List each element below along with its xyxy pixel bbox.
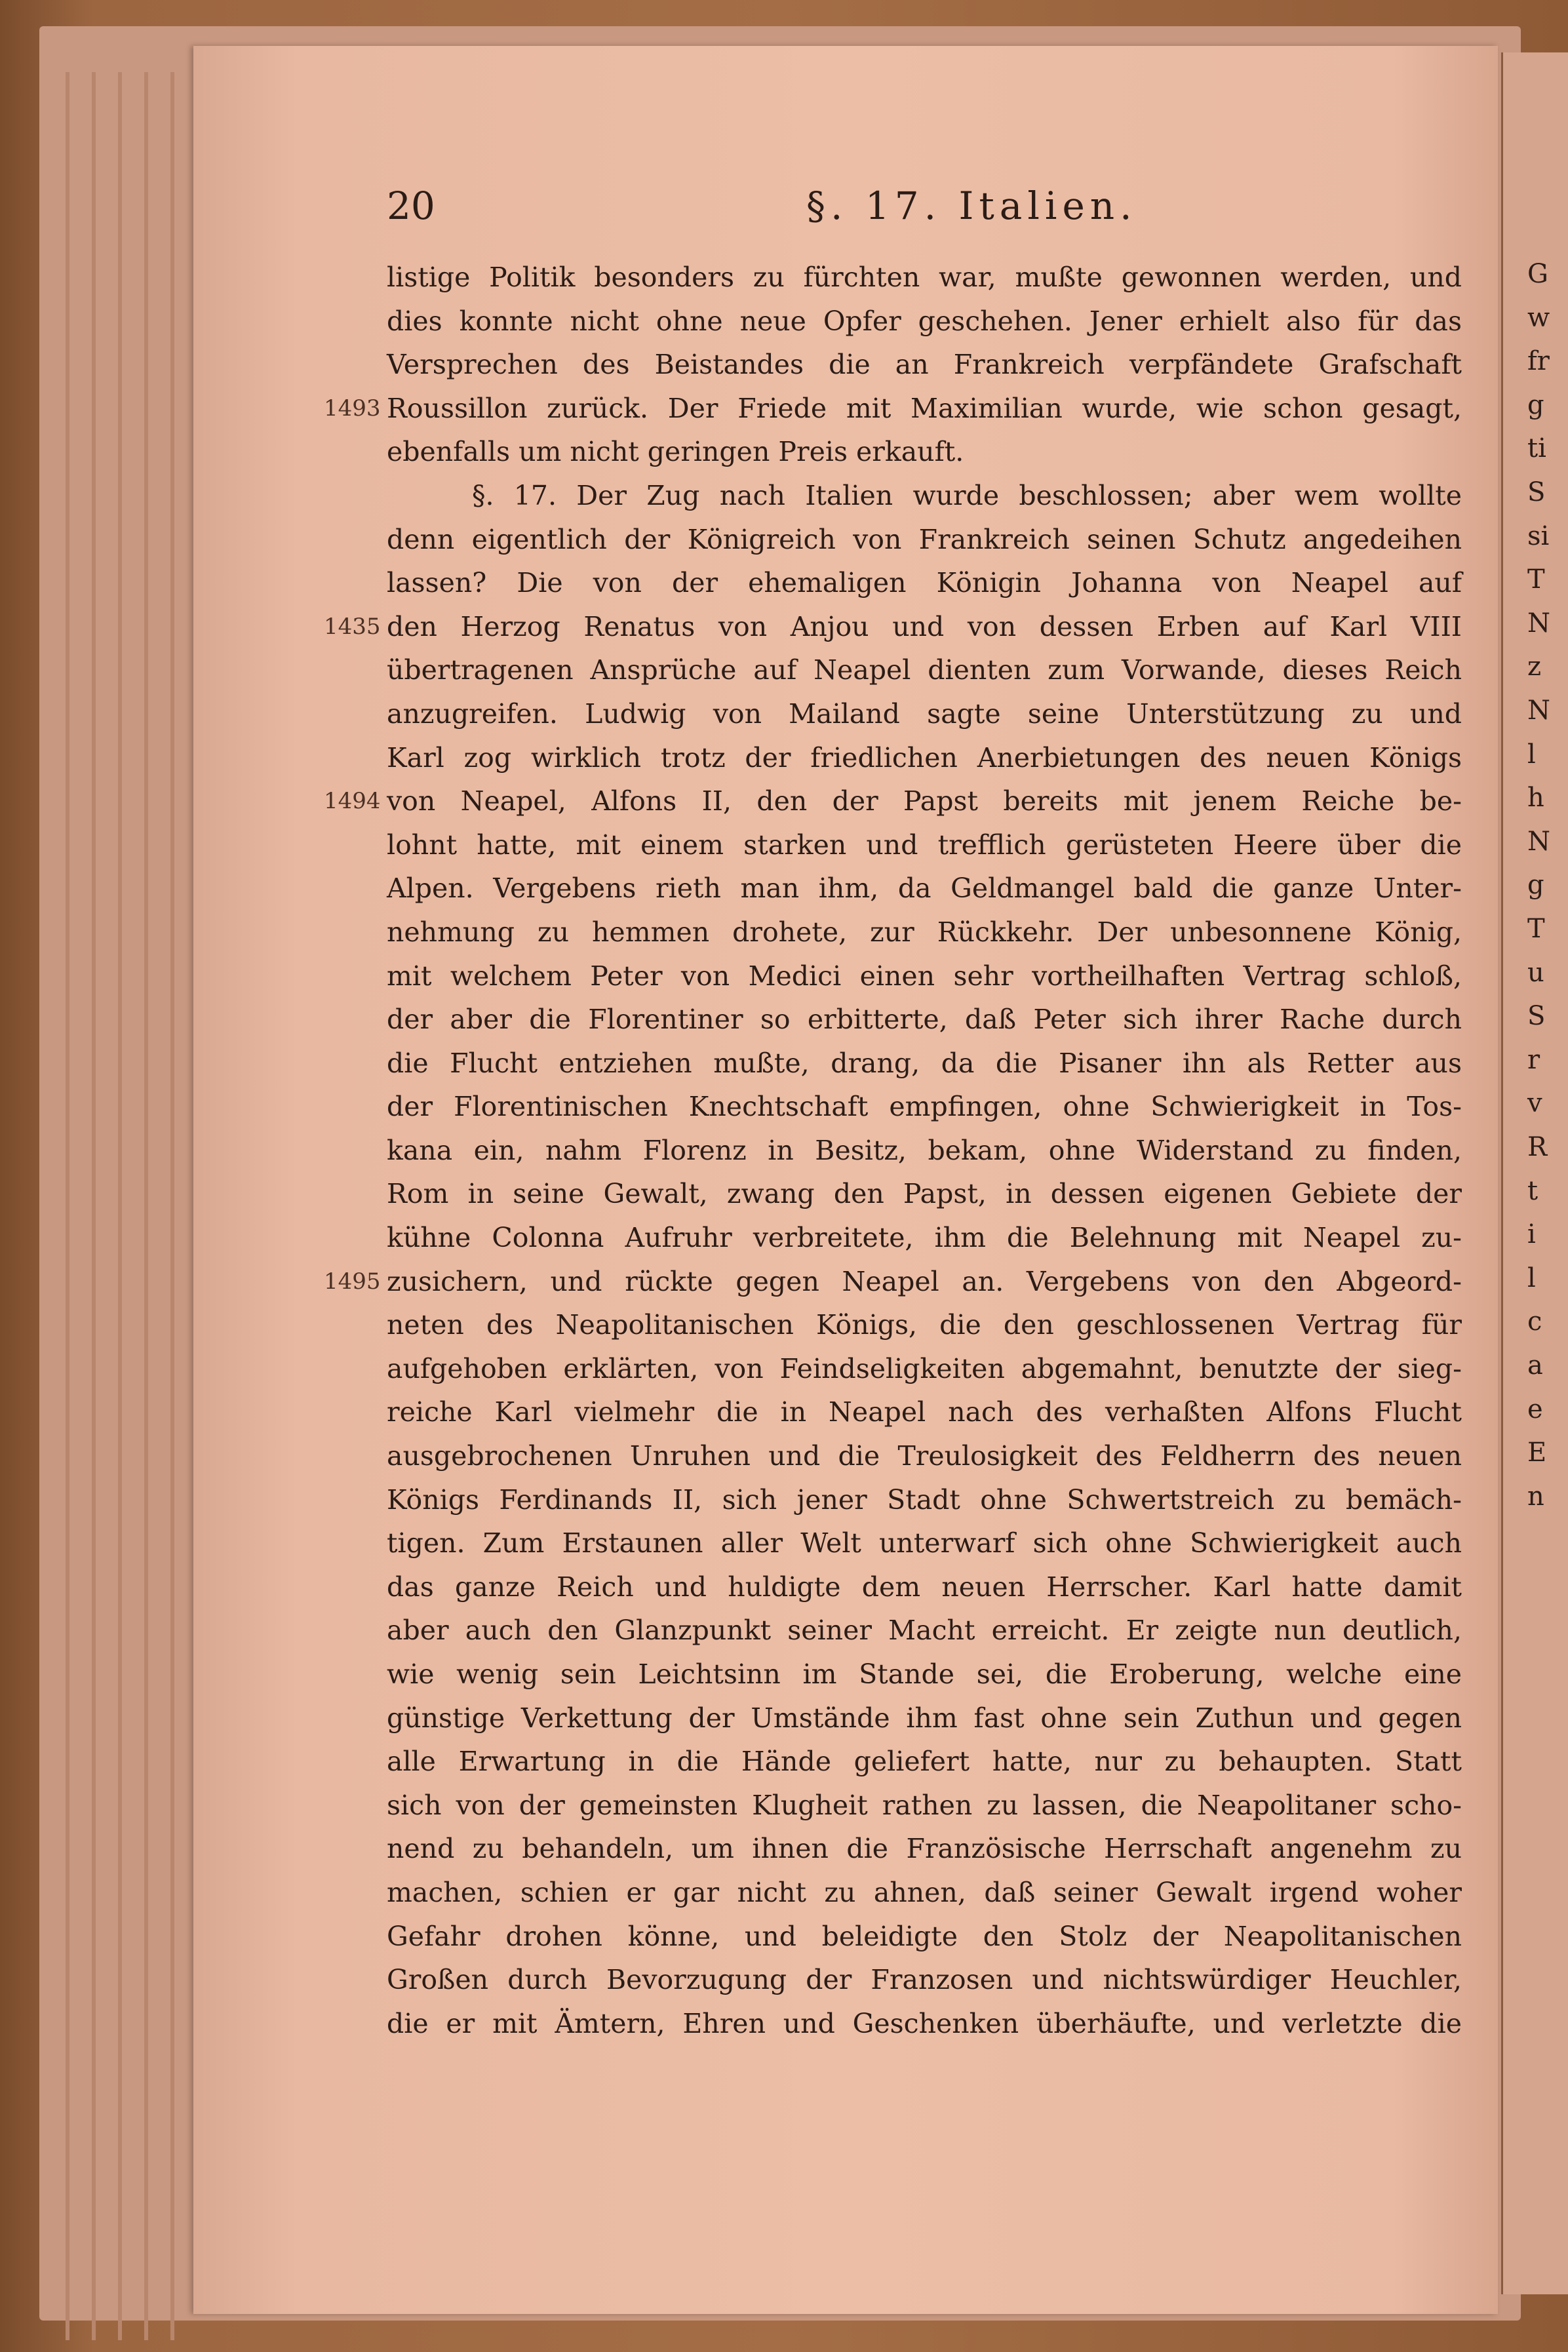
text-line	[387, 561, 1462, 605]
text-line-content: mit welchem Peter von Medici einen sehr vortheilhaften Vertrag schloß,	[387, 960, 1462, 992]
text-line-content: §. 17. Der Zug nach Italien wurde beschlossen; aber wem wollte	[472, 479, 1462, 511]
text-line	[387, 1521, 1462, 1565]
page-edge	[144, 72, 148, 2340]
facing-page-fragment: S	[1527, 1001, 1546, 1032]
facing-page-fragment: T	[1527, 564, 1545, 595]
text-line	[387, 1347, 1462, 1391]
text-line-content: reiche Karl vielmehr die in Neapel nach des verhaßten Alfons Flucht	[387, 1396, 1462, 1428]
text-line	[387, 430, 1462, 474]
margin-year: 1494	[324, 788, 381, 815]
text-line	[387, 1609, 1462, 1653]
facing-page-fragment: N	[1527, 608, 1550, 638]
text-line-content: Versprechen des Beistandes die an Frankreich verpfändete Grafschaft	[387, 349, 1462, 381]
page-edge	[170, 72, 174, 2340]
text-line-content: listige Politik besonders zu fürchten war, mußte gewonnen werden, und	[387, 262, 1462, 293]
text-line	[387, 1390, 1462, 1434]
facing-page-fragment: S	[1527, 477, 1546, 507]
text-line	[387, 518, 1462, 562]
text-line-content: günstige Verkettung der Umstände ihm fast ohne sein Zuthun und gegen	[387, 1702, 1462, 1734]
text-line	[387, 648, 1462, 692]
text-line	[387, 736, 1462, 780]
text-line-content: ebenfalls um nicht geringen Preis erkauft.	[387, 436, 964, 468]
text-line	[387, 1434, 1462, 1478]
facing-page-fragment: z	[1527, 652, 1542, 682]
text-line-content: Königs Ferdinands II, sich jener Stadt ohne Schwertstreich zu bemäch-	[387, 1483, 1462, 1516]
text-line	[387, 1172, 1462, 1216]
facing-page	[1501, 52, 1568, 2294]
facing-page-fragment: g	[1527, 870, 1544, 901]
text-line	[324, 779, 1462, 823]
margin-year: 1435	[324, 613, 381, 640]
text-line-content: Großen durch Bevorzugung der Franzosen und nichtswürdiger Heuchler,	[387, 1964, 1462, 1996]
text-line-content: ausgebrochenen Unruhen und die Treulosigkeit des Feldherrn des neuen	[387, 1440, 1462, 1472]
body-text	[324, 256, 1462, 2045]
text-line	[387, 998, 1462, 1042]
text-line	[387, 256, 1462, 300]
text-line-content: sich von der gemeinsten Klugheit rathen zu lassen, die Neapolitaner scho-	[387, 1789, 1462, 1821]
text-line	[324, 1260, 1462, 1304]
page-edge	[66, 72, 69, 2340]
facing-page-fragment: ti	[1527, 433, 1546, 464]
text-line-content: das ganze Reich und huldigte dem neuen Herrscher. Karl hatte damit	[387, 1571, 1462, 1603]
text-line	[387, 1740, 1462, 1784]
text-line-content: machen, schien er gar nicht zu ahnen, daß seiner Gewalt irgend woher	[387, 1876, 1462, 1908]
text-line-content: nend zu behandeln, um ihnen die Französische Herrschaft angenehm zu	[387, 1833, 1462, 1865]
page-number: 20	[387, 184, 435, 228]
text-line-content: lohnt hatte, mit einem starken und trefflich gerüsteten Heere über die	[387, 829, 1462, 861]
text-line	[387, 1827, 1462, 1871]
text-line-content: dies konnte nicht ohne neue Opfer geschehen. Jener erhielt also für das	[387, 305, 1462, 337]
text-line	[387, 1129, 1462, 1173]
facing-page-fragment: r	[1527, 1044, 1540, 1075]
facing-page-fragment: a	[1527, 1350, 1543, 1381]
running-title: §. 17. Italien.	[806, 184, 1137, 228]
margin-year: 1493	[324, 395, 381, 421]
facing-page-fragment: h	[1527, 783, 1544, 813]
text-line	[387, 692, 1462, 736]
facing-page-fragment: w	[1527, 302, 1550, 333]
facing-page-fragment: e	[1527, 1394, 1543, 1424]
facing-page-fragment: fr	[1527, 346, 1550, 377]
text-line	[387, 2002, 1462, 2046]
page-header	[387, 184, 1462, 236]
text-line	[387, 867, 1462, 911]
text-line-content: kühne Colonna Aufruhr verbreitete, ihm die Belehnung mit Neapel zu-	[387, 1222, 1462, 1254]
text-line-content: Alpen. Vergebens rieth man ihm, da Geldmangel bald die ganze Unter-	[387, 872, 1462, 905]
text-line	[387, 1303, 1462, 1347]
facing-page-fragment: G	[1527, 259, 1548, 289]
facing-page-fragment: u	[1527, 957, 1544, 988]
text-line-content: aber auch den Glanzpunkt seiner Macht erreicht. Er zeigte nun deutlich,	[387, 1615, 1462, 1647]
text-line	[387, 911, 1462, 954]
facing-page-fragment: g	[1527, 389, 1544, 420]
text-line-content: denn eigentlich der Königreich von Frankreich seinen Schutz angedeihen	[387, 523, 1462, 555]
text-line	[387, 300, 1462, 343]
text-line	[387, 1042, 1462, 1086]
text-line-content: zusichern, und rückte gegen Neapel an. Vergebens von den Abgeord-	[387, 1265, 1462, 1297]
facing-page-fragment: l	[1527, 739, 1536, 770]
text-line-content: die Flucht entziehen mußte, drang, da die Pisaner ihn als Retter aus	[387, 1047, 1462, 1079]
text-line-content: alle Erwartung in die Hände geliefert hatte, nur zu behaupten. Statt	[387, 1746, 1462, 1778]
text-line-content: kana ein, nahm Florenz in Besitz, bekam, ohne Widerstand zu finden,	[387, 1134, 1462, 1166]
facing-page-fragment: E	[1527, 1438, 1547, 1468]
facing-page-fragment: N	[1527, 696, 1550, 726]
text-line	[324, 387, 1462, 431]
text-line	[387, 474, 1462, 518]
text-line	[387, 1784, 1462, 1828]
text-line-content: aufgehoben erklärten, von Feindseligkeiten abgemahnt, benutzte der sieg-	[387, 1352, 1462, 1384]
text-line-content: die er mit Ämtern, Ehren und Geschenken überhäufte, und verletzte die	[387, 2007, 1462, 2039]
text-line-content: Gefahr drohen könne, und beleidigte den Stolz der Neapolitanischen	[387, 1920, 1462, 1952]
text-line-content: nehmung zu hemmen drohete, zur Rückkehr. Der unbesonnene König,	[387, 916, 1462, 948]
text-line-content: tigen. Zum Erstaunen aller Welt unterwarf sich ohne Schwierigkeit auch	[387, 1527, 1462, 1559]
text-line	[387, 954, 1462, 998]
text-line-content: neten des Neapolitanischen Königs, die den geschlossenen Vertrag für	[387, 1309, 1462, 1341]
text-line	[387, 1216, 1462, 1260]
text-line-content: den Herzog Renatus von Anjou und von dessen Erben auf Karl VIII	[387, 610, 1462, 642]
facing-page-fragment: T	[1527, 914, 1545, 944]
text-line-content: anzugreifen. Ludwig von Mailand sagte seine Unterstützung zu und	[387, 697, 1462, 730]
text-line	[387, 1653, 1462, 1696]
text-line	[387, 823, 1462, 867]
text-line	[387, 343, 1462, 387]
facing-page-fragment: n	[1527, 1481, 1544, 1512]
facing-page-fragment: v	[1527, 1088, 1542, 1119]
text-line	[387, 1085, 1462, 1129]
margin-year: 1495	[324, 1268, 381, 1295]
text-line-content: wie wenig sein Leichtsinn im Stande sei, die Eroberung, welche eine	[387, 1658, 1462, 1690]
facing-page-fragment: N	[1527, 826, 1550, 857]
facing-page-fragment: l	[1527, 1263, 1536, 1293]
text-line-content: von Neapel, Alfons II, den der Papst bereits mit jenem Reiche be-	[387, 785, 1462, 817]
page-edge	[118, 72, 122, 2340]
text-line	[324, 605, 1462, 649]
text-line-content: Karl zog wirklich trotz der friedlichen Anerbietungen des neuen Königs	[387, 741, 1462, 774]
text-line-content: Roussillon zurück. Der Friede mit Maximilian wurde, wie schon gesagt,	[387, 392, 1462, 424]
facing-page-fragment: i	[1527, 1219, 1536, 1250]
text-line	[387, 1478, 1462, 1522]
facing-page-fragment: c	[1527, 1306, 1542, 1337]
text-line-content: übertragenen Ansprüche auf Neapel dienten zum Vorwande, dieses Reich	[387, 654, 1462, 686]
text-line	[387, 1915, 1462, 1959]
facing-page-fragment: R	[1527, 1132, 1548, 1162]
text-line	[387, 1871, 1462, 1915]
text-line-content: lassen? Die von der ehemaligen Königin Johanna von Neapel auf	[387, 567, 1462, 599]
text-line	[387, 1565, 1462, 1609]
text-line-content: Rom in seine Gewalt, zwang den Papst, in dessen eigenen Gebiete der	[387, 1178, 1462, 1210]
facing-page-fragment: t	[1527, 1175, 1539, 1206]
text-line-content: der aber die Florentiner so erbitterte, daß Peter sich ihrer Rache durch	[387, 1004, 1462, 1036]
page-edge	[92, 72, 96, 2340]
text-line-content: der Florentinischen Knechtschaft empfingen, ohne Schwierigkeit in Tos-	[387, 1091, 1462, 1123]
text-line	[387, 1958, 1462, 2002]
text-line	[387, 1696, 1462, 1740]
facing-page-fragment: si	[1527, 520, 1550, 551]
